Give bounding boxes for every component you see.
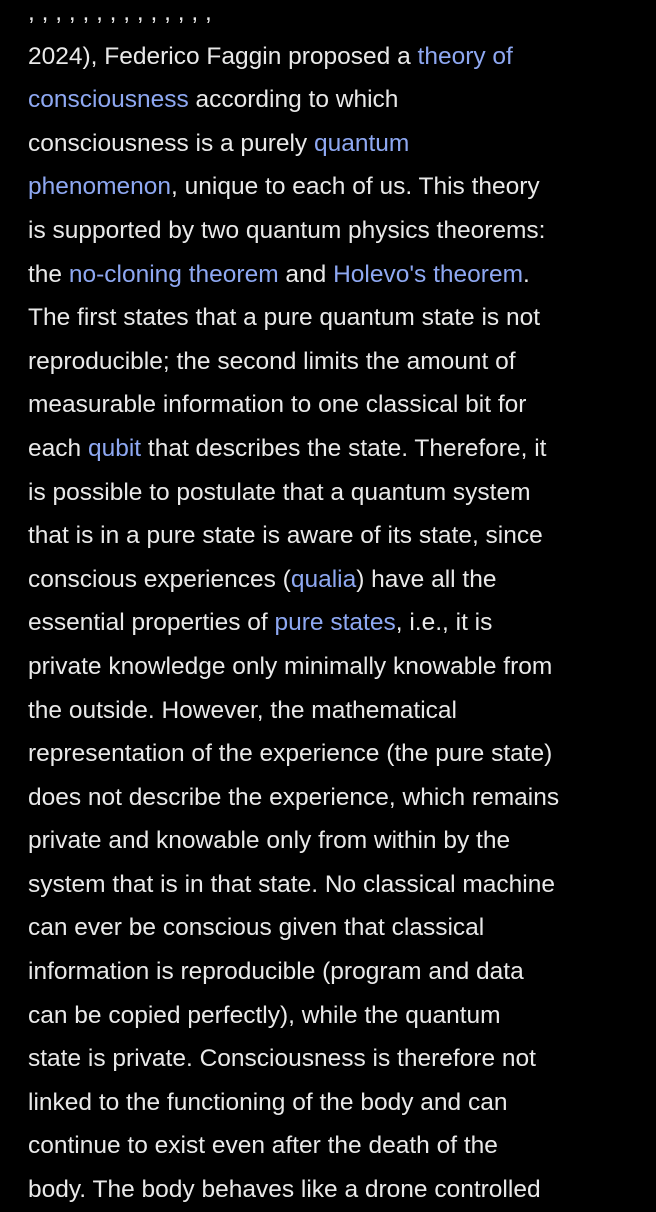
text-segment: private and knowable only from within by the [28, 827, 511, 855]
text-segment: continue to exist even after the death of the [28, 1132, 498, 1160]
link-qualia[interactable]: qualia [290, 565, 357, 593]
text-line [28, 209, 634, 253]
text-segment: system that is in that state. No classical machine [28, 870, 555, 898]
text-segment: each [28, 434, 88, 462]
text-segment: consciousness is a purely [28, 129, 314, 157]
text-line [28, 1037, 634, 1081]
text-segment: according to which [188, 86, 399, 114]
link-quantum-phenomenon[interactable]: phenomenon [28, 173, 172, 201]
text-segment: the [28, 260, 69, 288]
text-line [28, 514, 634, 558]
link-holevos-theorem[interactable]: Holevo's theorem [333, 260, 523, 288]
text-line [28, 0, 634, 35]
text-segment: 2024), Federico Faggin proposed a [28, 42, 418, 70]
text-segment: essential properties of [28, 609, 275, 637]
text-segment: , , , , , , , , , , , , , , [28, 0, 212, 26]
article-body [28, 0, 634, 1212]
text-line [28, 165, 634, 209]
text-line [28, 471, 634, 515]
text-segment: that is in a pure state is aware of its state, since [28, 522, 543, 550]
text-segment: , unique to each of us. This theory [171, 173, 540, 201]
text-segment: body. The body behaves like a drone controlled [28, 1176, 541, 1204]
text-line [28, 732, 634, 776]
text-line [28, 819, 634, 863]
text-line [28, 1168, 634, 1212]
link-pure-states[interactable]: pure states [274, 609, 396, 637]
text-line [28, 994, 634, 1038]
link-theory-of-consciousness[interactable]: theory of [417, 42, 513, 70]
text-segment: can ever be conscious given that classical [28, 914, 485, 942]
text-line [28, 863, 634, 907]
text-segment: and [278, 260, 334, 288]
link-no-cloning-theorem[interactable]: no-cloning theorem [68, 260, 279, 288]
text-line [28, 296, 634, 340]
text-line [28, 689, 634, 733]
text-line [28, 427, 634, 471]
text-segment: does not describe the experience, which remains [28, 783, 560, 811]
link-qubit[interactable]: qubit [87, 434, 142, 462]
text-line [28, 383, 634, 427]
text-line [28, 340, 634, 384]
text-segment: state is private. Consciousness is therefore not [28, 1045, 536, 1073]
text-line [28, 776, 634, 820]
text-segment: information is reproducible (program and data [28, 958, 524, 986]
text-segment: The first states that a pure quantum state is not [28, 304, 541, 332]
text-line [28, 78, 634, 122]
text-segment: is possible to postulate that a quantum system [28, 478, 531, 506]
text-line [28, 906, 634, 950]
text-segment: can be copied perfectly), while the quantum [28, 1001, 501, 1029]
link-theory-of-consciousness[interactable]: consciousness [28, 86, 189, 114]
text-line [28, 558, 634, 602]
text-segment: . [522, 260, 530, 288]
text-segment: representation of the experience (the pure state) [28, 740, 553, 768]
text-line [28, 122, 634, 166]
text-segment: ) have all the [356, 565, 497, 593]
link-quantum-phenomenon[interactable]: quantum [313, 129, 410, 157]
text-segment: measurable information to one classical bit for [28, 391, 527, 419]
text-line [28, 35, 634, 79]
text-segment: linked to the functioning of the body and can [28, 1088, 508, 1116]
text-line [28, 950, 634, 994]
text-segment: is supported by two quantum physics theorems: [28, 216, 546, 244]
text-segment: that describes the state. Therefore, it [141, 434, 547, 462]
text-segment: reproducible; the second limits the amount of [28, 347, 516, 375]
text-line [28, 645, 634, 689]
text-line [28, 1081, 634, 1125]
text-line [28, 601, 634, 645]
text-segment: , i.e., it is [395, 609, 493, 637]
text-segment: conscious experiences ( [28, 565, 291, 593]
text-segment: the outside. However, the mathematical [28, 696, 457, 724]
text-line [28, 1124, 634, 1168]
text-segment: private knowledge only minimally knowable from [28, 652, 553, 680]
text-line [28, 253, 634, 297]
